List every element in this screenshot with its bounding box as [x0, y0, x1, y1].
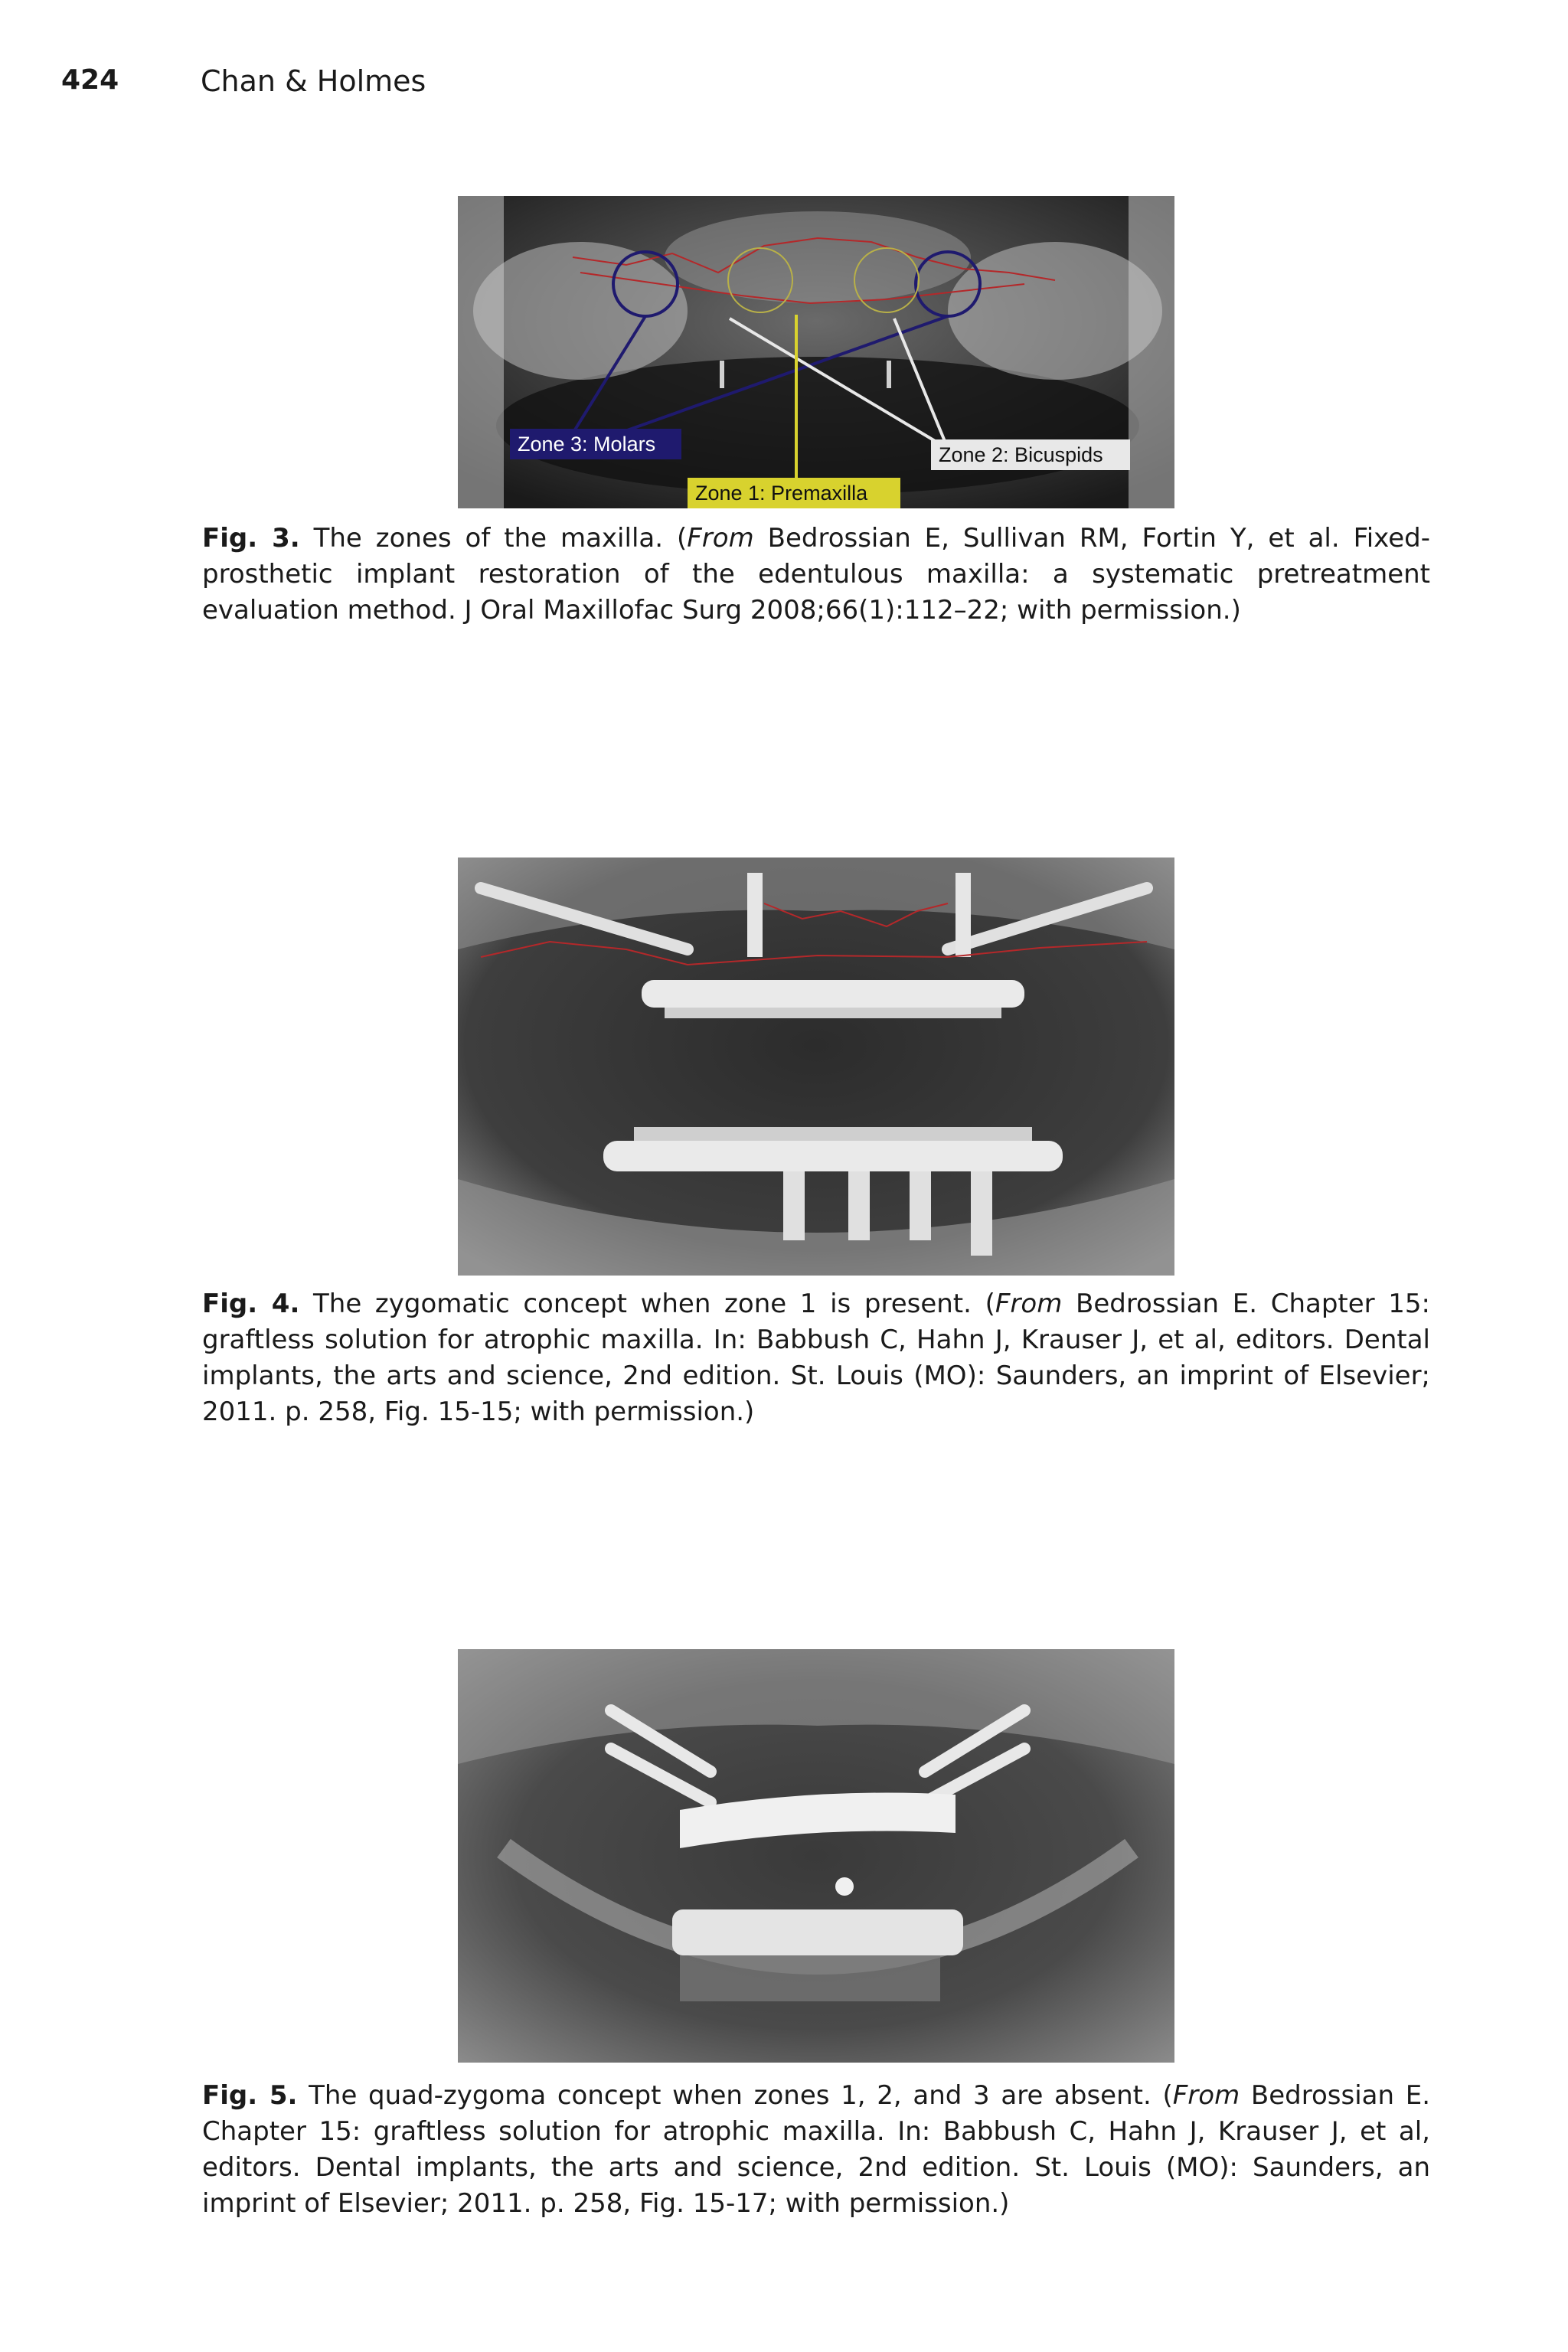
- fig4-lower-implant-3: [910, 1171, 931, 1240]
- figure-4-radiograph: [458, 858, 1174, 1276]
- fig5-lower-roots: [680, 1955, 940, 2001]
- fig5-lower-teeth: [672, 1909, 963, 1955]
- fig4-lower-teeth: [634, 1127, 1032, 1141]
- fig3-left-ramus: [458, 196, 504, 508]
- fig3-zone2-label: Zone 2: Bicuspids: [939, 443, 1103, 466]
- figure-5-radiograph: [458, 1649, 1174, 2063]
- fig4-anterior-implant-left: [747, 873, 763, 957]
- fig3-implant-left: [720, 361, 724, 388]
- figure-3-caption: [202, 521, 1430, 629]
- fig3-zone3-label: Zone 3: Molars: [518, 433, 656, 456]
- figure-4-caption-text-a: The zygomatic concept when zone 1 is present. (: [299, 1289, 995, 1319]
- figure-5-caption-from: From: [1172, 2080, 1240, 2111]
- fig4-lower-bar: [603, 1141, 1063, 1171]
- fig4-upper-bar: [642, 980, 1024, 1008]
- fig3-implant-right: [887, 361, 891, 388]
- figure-3-caption-text-a: The zones of the maxilla. (: [299, 523, 688, 554]
- fig4-upper-teeth: [665, 1008, 1001, 1018]
- figure-5-caption: [202, 2078, 1430, 2222]
- fig4-lower-implant-1: [783, 1171, 805, 1240]
- fig3-left-bone: [473, 242, 688, 380]
- page-number: 424: [61, 64, 119, 96]
- figure-3-caption-text-b: Bedrossian E, Sullivan RM, Fortin Y, et al. Fixed-prosthetic implant restoration of the edentulous maxilla: a systematic pretreatment evaluation method. J Oral Maxillofac Surg 2008;66(1):112–22; with permission.): [202, 523, 1430, 626]
- fig4-anterior-implant-right: [956, 873, 971, 957]
- fig5-lower-marker: [835, 1877, 854, 1896]
- fig3-right-ramus: [1129, 196, 1174, 508]
- figure-5-label: Fig. 5.: [202, 2080, 298, 2111]
- figure-3-svg: [458, 196, 1174, 508]
- figure-4-label: Fig. 4.: [202, 1289, 300, 1319]
- figure-5-caption-text-b: Bedrossian E. Chapter 15: graftless solution for atrophic maxilla. In: Babbush C, Hahn J, Krauser J, et al, editors. Dental implants, the arts and science, 2nd edition. St. Louis (MO): Saunders, an imprint of Elsevier; 2011. p. 258, Fig. 15-17; with permission.): [202, 2080, 1431, 2219]
- figure-4-caption-from: From: [995, 1289, 1063, 1319]
- figure-4-svg: [458, 858, 1174, 1276]
- fig3-zone1-label: Zone 1: Premaxilla: [695, 482, 868, 505]
- fig4-lower-implant-2: [848, 1171, 870, 1240]
- figure-5-svg: [458, 1649, 1174, 2063]
- figure-3-caption-from: From: [687, 523, 754, 554]
- fig4-lower-implant-4: [971, 1171, 992, 1256]
- figure-4-caption: [202, 1286, 1430, 1430]
- fig3-maxilla-bone: [665, 211, 971, 303]
- running-head: Chan & Holmes: [201, 64, 426, 98]
- figure-3-label: Fig. 3.: [202, 523, 300, 554]
- figure-5-caption-text-a: The quad-zygoma concept when zones 1, 2, and 3 are absent. (: [297, 2080, 1173, 2111]
- figure-3-radiograph: [458, 196, 1174, 508]
- figure-4-caption-text-b: Bedrossian E. Chapter 15: graftless solution for atrophic maxilla. In: Babbush C, Hahn J, Krauser J, et al, editors. Dental implants, the arts and science, 2nd edition. St. Louis (MO): Saunders, an imprint of Elsevier; 2011. p. 258, Fig. 15-15; with permission.): [202, 1289, 1430, 1427]
